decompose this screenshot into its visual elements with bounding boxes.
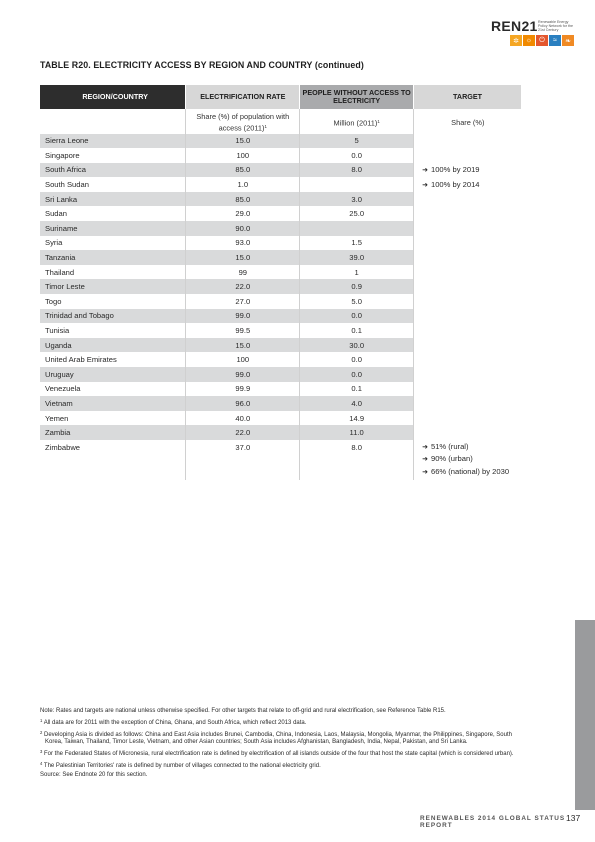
footnote-marker: 2 <box>40 729 43 735</box>
target-cell <box>414 367 522 382</box>
table-row <box>40 425 522 440</box>
electrification-rate-cell: 22.0 <box>186 279 300 294</box>
target-cell <box>414 236 522 251</box>
target-cell <box>414 279 522 294</box>
target-cell <box>414 294 522 309</box>
target-text: 66% (national) by 2030 <box>430 466 510 476</box>
people-without-access-cell: 11.0 <box>300 425 414 440</box>
target-cell <box>414 352 522 367</box>
people-without-access-cell: 14.9 <box>300 411 414 426</box>
section-side-tab <box>575 620 595 810</box>
header-region: REGION/COUNTRY <box>40 85 186 109</box>
table-row <box>40 382 522 397</box>
arrow-right-icon: ➜ <box>422 167 428 175</box>
target-item <box>422 441 521 454</box>
target-cell <box>414 382 522 397</box>
electrification-rate-cell: 85.0 <box>186 163 300 178</box>
table-row <box>40 206 522 221</box>
electrification-rate-cell: 85.0 <box>186 192 300 207</box>
country-name: Syria <box>40 236 186 251</box>
target-item <box>422 453 521 466</box>
country-name: Tanzania <box>40 250 186 265</box>
note-text: All data are for 2011 with the exception of China, Ghana, and South Africa, which reflect 2013 data. <box>43 719 307 726</box>
note-text: Source: See Endnote 20 for this section. <box>40 771 148 778</box>
country-name: Yemen <box>40 411 186 426</box>
electrification-rate-cell: 15.0 <box>186 134 300 149</box>
table-row <box>40 279 522 294</box>
electrification-rate-cell: 15.0 <box>186 338 300 353</box>
electrification-rate-cell: 15.0 <box>186 250 300 265</box>
note-line <box>40 748 530 758</box>
people-without-access-cell <box>300 177 414 192</box>
target-item <box>422 466 521 479</box>
electrification-rate-cell: 37.0 <box>186 440 300 480</box>
target-cell <box>414 206 522 221</box>
footnote-marker: 1 <box>264 124 267 129</box>
logo-icon-strip <box>510 35 574 46</box>
target-cell <box>414 134 522 149</box>
table-row <box>40 352 522 367</box>
country-name: United Arab Emirates <box>40 352 186 367</box>
electrification-rate-cell: 96.0 <box>186 396 300 411</box>
table-row <box>40 396 522 411</box>
target-text: 51% (rural) <box>430 441 469 451</box>
ren21-logo <box>491 18 575 50</box>
solar-icon: ☼ <box>523 35 535 46</box>
power-icon: ⏻ <box>536 35 548 46</box>
electrification-rate-cell: 1.0 <box>186 177 300 192</box>
people-without-access-cell: 5 <box>300 134 414 149</box>
subheader-rate-text: Share (%) of population with access (2011) <box>196 112 290 133</box>
country-name: Zambia <box>40 425 186 440</box>
electrification-rate-cell: 100 <box>186 148 300 163</box>
wind-icon: ✲ <box>510 35 522 46</box>
target-cell <box>414 425 522 440</box>
note-text: The Palestinian Territories' rate is defined by number of villages connected to the national electricity grid. <box>43 762 321 769</box>
people-without-access-cell: 25.0 <box>300 206 414 221</box>
target-text: 100% by 2014 <box>430 180 480 190</box>
subheader-row <box>40 109 522 134</box>
target-cell <box>414 396 522 411</box>
arrow-right-icon: ➜ <box>422 182 428 190</box>
people-without-access-cell: 0.0 <box>300 367 414 382</box>
people-without-access-cell: 0.0 <box>300 352 414 367</box>
electrification-rate-cell: 99.9 <box>186 382 300 397</box>
target-cell <box>414 163 522 178</box>
electrification-rate-cell: 100 <box>186 352 300 367</box>
country-name: South Sudan <box>40 177 186 192</box>
people-without-access-cell: 1.5 <box>300 236 414 251</box>
country-name: Sierra Leone <box>40 134 186 149</box>
people-without-access-cell: 0.1 <box>300 323 414 338</box>
target-cell <box>414 192 522 207</box>
electrification-rate-cell: 99.0 <box>186 309 300 324</box>
table-row <box>40 221 522 236</box>
people-without-access-cell: 0.0 <box>300 309 414 324</box>
people-without-access-cell: 5.0 <box>300 294 414 309</box>
electrification-rate-cell: 99.5 <box>186 323 300 338</box>
table-row <box>40 338 522 353</box>
note-line <box>40 772 530 779</box>
people-without-access-cell: 8.0 <box>300 163 414 178</box>
country-name: Togo <box>40 294 186 309</box>
people-without-access-cell: 1 <box>300 265 414 280</box>
country-name: Vietnam <box>40 396 186 411</box>
table-row <box>40 250 522 265</box>
people-without-access-cell: 0.0 <box>300 148 414 163</box>
table-row <box>40 163 522 178</box>
note-line <box>40 708 530 715</box>
footnote-marker: 4 <box>40 760 43 766</box>
people-without-access-cell: 39.0 <box>300 250 414 265</box>
target-cell <box>414 323 522 338</box>
electrification-rate-cell: 22.0 <box>186 425 300 440</box>
table-row <box>40 309 522 324</box>
note-text: For the Federated States of Micronesia, rural electrification rate is defined by electrification of all islands outside of the four that host the state capital (which is considered urban). <box>44 750 514 757</box>
electrification-rate-cell: 27.0 <box>186 294 300 309</box>
table-row <box>40 411 522 426</box>
people-without-access-cell: 0.9 <box>300 279 414 294</box>
country-name: Uruguay <box>40 367 186 382</box>
target-cell <box>414 250 522 265</box>
subheader-target: Share (%) <box>451 117 485 127</box>
country-name: Trinidad and Tobago <box>40 309 186 324</box>
people-without-access-cell: 4.0 <box>300 396 414 411</box>
target-cell <box>414 265 522 280</box>
people-without-access-cell: 3.0 <box>300 192 414 207</box>
target-cell <box>414 221 522 236</box>
country-name: Sudan <box>40 206 186 221</box>
table-row <box>40 148 522 163</box>
target-cell <box>414 411 522 426</box>
water-icon: ≈ <box>549 35 561 46</box>
note-text: Note: Rates and targets are national unless otherwise specified. For other targets that relate to off-grid and rural electrification, see Reference Table R15. <box>40 708 446 714</box>
electricity-access-table <box>40 85 522 480</box>
header-electrification-rate: ELECTRIFICATION RATE <box>186 85 300 109</box>
electrification-rate-cell: 99 <box>186 265 300 280</box>
table-row <box>40 367 522 382</box>
electrification-rate-cell: 99.0 <box>186 367 300 382</box>
table-title: TABLE R20. ELECTRICITY ACCESS BY REGION AND COUNTRY (continued) <box>40 60 364 71</box>
country-name: Suriname <box>40 221 186 236</box>
table-row <box>40 192 522 207</box>
country-name: South Africa <box>40 163 186 178</box>
target-cell <box>414 440 522 480</box>
note-text: Developing Asia is divided as follows: China and East Asia includes Brunei, Cambodia, China, Indonesia, Laos, Malaysia, Mongolia, Myanmar, the Philippines, Singapore, South Korea, Taiwan, Thailand, Timor Leste, Vietnam, and other Asian countries; South Asia includes Afghanistan, Bangladesh, India, Nepal, Pakistan, and Sri Lanka. <box>44 731 512 746</box>
people-without-access-cell <box>300 221 414 236</box>
table-row <box>40 294 522 309</box>
footer-report-title: RENEWABLES 2014 GLOBAL STATUS REPORT <box>420 815 566 829</box>
footnote-marker: 1 <box>40 717 43 723</box>
country-name: Zimbabwe <box>40 440 186 480</box>
country-name: Sri Lanka <box>40 192 186 207</box>
country-name: Venezuela <box>40 382 186 397</box>
target-cell <box>414 338 522 353</box>
electrification-rate-cell: 90.0 <box>186 221 300 236</box>
header-target: TARGET <box>414 85 522 109</box>
target-item <box>422 180 521 189</box>
country-name: Timor Leste <box>40 279 186 294</box>
leaf-icon: ❧ <box>562 35 574 46</box>
country-name: Singapore <box>40 148 186 163</box>
note-line <box>40 717 530 727</box>
table-notes <box>40 708 530 781</box>
page-number: 137 <box>566 813 581 823</box>
target-item <box>422 165 521 174</box>
table-row <box>40 134 522 149</box>
electrification-rate-cell: 93.0 <box>186 236 300 251</box>
target-cell <box>414 309 522 324</box>
subheader-rate <box>186 109 300 134</box>
footnote-marker: 1 <box>377 119 380 124</box>
table-row <box>40 177 522 192</box>
logo-wordmark: REN21 <box>491 18 538 34</box>
country-name: Tunisia <box>40 323 186 338</box>
people-without-access-cell: 8.0 <box>300 440 414 480</box>
people-without-access-cell: 0.1 <box>300 382 414 397</box>
arrow-right-icon: ➜ <box>422 456 428 464</box>
arrow-right-icon: ➜ <box>422 468 428 476</box>
target-text: 100% by 2019 <box>430 165 480 175</box>
table-row <box>40 236 522 251</box>
table-row <box>40 440 522 480</box>
target-cell <box>414 148 522 163</box>
footnote-marker: 3 <box>40 748 43 754</box>
electrification-rate-cell: 40.0 <box>186 411 300 426</box>
subheader-people-text: Million (2011) <box>333 118 378 128</box>
table-row <box>40 265 522 280</box>
target-cell <box>414 177 522 192</box>
header-people-without-access: PEOPLE WITHOUT ACCESS TO ELECTRICITY <box>300 85 414 109</box>
country-name: Thailand <box>40 265 186 280</box>
subheader-people <box>300 109 414 134</box>
table-row <box>40 323 522 338</box>
electrification-rate-cell: 29.0 <box>186 206 300 221</box>
note-line <box>40 760 530 770</box>
people-without-access-cell: 30.0 <box>300 338 414 353</box>
logo-tagline: Renewable Energy Policy Network for the 21st Century <box>538 20 573 32</box>
target-text: 90% (urban) <box>430 454 473 464</box>
note-line <box>40 729 530 747</box>
arrow-right-icon: ➜ <box>422 443 428 451</box>
subheader-blank <box>40 109 186 134</box>
country-name: Uganda <box>40 338 186 353</box>
